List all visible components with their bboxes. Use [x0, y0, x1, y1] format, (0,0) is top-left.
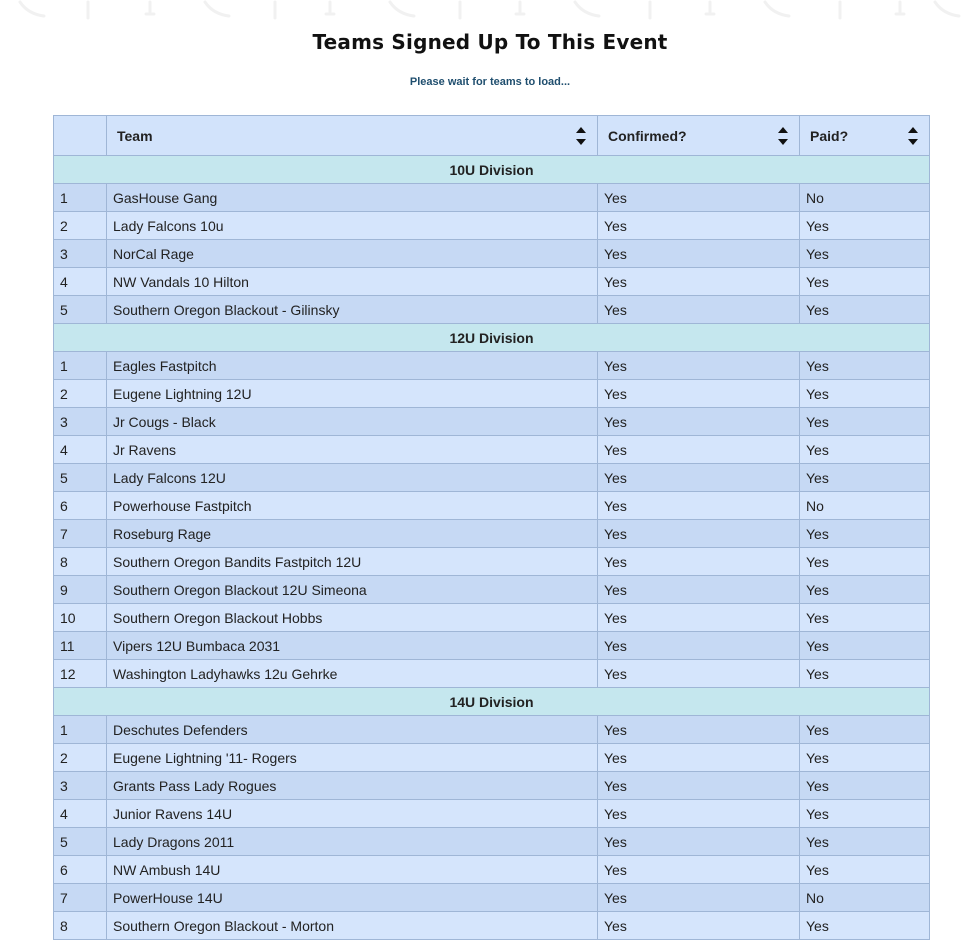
table-row [54, 604, 930, 632]
team-name-cell: Lady Falcons 10u [107, 212, 598, 240]
confirmed-cell: Yes [598, 632, 800, 660]
team-name-cell: Washington Ladyhawks 12u Gehrke [107, 660, 598, 688]
column-header-confirmed[interactable] [598, 116, 800, 156]
table-row [54, 296, 930, 324]
paid-cell: Yes [800, 800, 930, 828]
team-number-cell: 1 [54, 716, 107, 744]
team-name-cell: Eagles Fastpitch [107, 352, 598, 380]
team-number-cell: 3 [54, 408, 107, 436]
confirmed-cell: Yes [598, 520, 800, 548]
team-number-cell: 8 [54, 912, 107, 940]
team-number-cell: 7 [54, 884, 107, 912]
paid-cell: Yes [800, 576, 930, 604]
table-row [54, 520, 930, 548]
team-number-cell: 4 [54, 436, 107, 464]
paid-cell: No [800, 184, 930, 212]
confirmed-cell: Yes [598, 772, 800, 800]
column-header-number [54, 116, 107, 156]
bat-icon [0, 0, 975, 22]
paid-cell: Yes [800, 744, 930, 772]
confirmed-cell: Yes [598, 828, 800, 856]
confirmed-cell: Yes [598, 800, 800, 828]
paid-cell: Yes [800, 240, 930, 268]
table-row [54, 352, 930, 380]
team-name-cell: Southern Oregon Bandits Fastpitch 12U [107, 548, 598, 576]
confirmed-cell: Yes [598, 380, 800, 408]
paid-cell: Yes [800, 296, 930, 324]
team-number-cell: 3 [54, 240, 107, 268]
team-name-cell: PowerHouse 14U [107, 884, 598, 912]
table-row [54, 828, 930, 856]
confirmed-cell: Yes [598, 604, 800, 632]
team-name-cell: Southern Oregon Blackout 12U Simeona [107, 576, 598, 604]
confirmed-cell: Yes [598, 856, 800, 884]
team-name-cell: Grants Pass Lady Rogues [107, 772, 598, 800]
teams-table [53, 115, 930, 940]
division-header: 12U Division [54, 324, 930, 352]
column-header-team[interactable] [107, 116, 598, 156]
confirmed-cell: Yes [598, 744, 800, 772]
paid-cell: Yes [800, 828, 930, 856]
confirmed-cell: Yes [598, 492, 800, 520]
paid-cell: Yes [800, 716, 930, 744]
table-row [54, 800, 930, 828]
paid-cell: Yes [800, 772, 930, 800]
team-name-cell: GasHouse Gang [107, 184, 598, 212]
confirmed-cell: Yes [598, 660, 800, 688]
column-header-label: Team [117, 127, 153, 144]
paid-cell: Yes [800, 268, 930, 296]
team-name-cell: Eugene Lightning '11- Rogers [107, 744, 598, 772]
team-name-cell: Eugene Lightning 12U [107, 380, 598, 408]
column-header-label: Confirmed? [608, 127, 687, 144]
confirmed-cell: Yes [598, 184, 800, 212]
team-name-cell: NW Vandals 10 Hilton [107, 268, 598, 296]
team-number-cell: 1 [54, 184, 107, 212]
team-number-cell: 4 [54, 268, 107, 296]
table-row [54, 464, 930, 492]
table-row [54, 240, 930, 268]
confirmed-cell: Yes [598, 212, 800, 240]
column-header-label: Paid? [810, 127, 849, 144]
team-name-cell: NW Ambush 14U [107, 856, 598, 884]
division-row [54, 156, 930, 184]
paid-cell: Yes [800, 212, 930, 240]
confirmed-cell: Yes [598, 436, 800, 464]
team-number-cell: 6 [54, 856, 107, 884]
team-name-cell: Powerhouse Fastpitch [107, 492, 598, 520]
team-number-cell: 3 [54, 772, 107, 800]
team-name-cell: NorCal Rage [107, 240, 598, 268]
table-row [54, 268, 930, 296]
table-row [54, 716, 930, 744]
team-name-cell: Roseburg Rage [107, 520, 598, 548]
table-header-row [54, 116, 930, 156]
table-row [54, 660, 930, 688]
confirmed-cell: Yes [598, 352, 800, 380]
team-number-cell: 2 [54, 380, 107, 408]
team-number-cell: 5 [54, 464, 107, 492]
paid-cell: Yes [800, 436, 930, 464]
table-row [54, 212, 930, 240]
paid-cell: Yes [800, 856, 930, 884]
paid-cell: No [800, 884, 930, 912]
paid-cell: Yes [800, 632, 930, 660]
sort-icon[interactable] [777, 124, 789, 148]
paid-cell: Yes [800, 352, 930, 380]
team-name-cell: Deschutes Defenders [107, 716, 598, 744]
team-name-cell: Jr Cougs - Black [107, 408, 598, 436]
loading-message: Please wait for teams to load... [409, 76, 571, 88]
teams-table-body [54, 156, 930, 940]
team-name-cell: Lady Falcons 12U [107, 464, 598, 492]
confirmed-cell: Yes [598, 240, 800, 268]
team-number-cell: 6 [54, 492, 107, 520]
table-row [54, 744, 930, 772]
division-row [54, 324, 930, 352]
team-name-cell: Southern Oregon Blackout Hobbs [107, 604, 598, 632]
team-number-cell: 5 [54, 296, 107, 324]
team-number-cell: 10 [54, 604, 107, 632]
confirmed-cell: Yes [598, 884, 800, 912]
team-number-cell: 5 [54, 828, 107, 856]
team-number-cell: 1 [54, 352, 107, 380]
team-name-cell: Junior Ravens 14U [107, 800, 598, 828]
paid-cell: Yes [800, 660, 930, 688]
paid-cell: Yes [800, 604, 930, 632]
team-name-cell: Lady Dragons 2011 [107, 828, 598, 856]
team-number-cell: 2 [54, 212, 107, 240]
confirmed-cell: Yes [598, 268, 800, 296]
confirmed-cell: Yes [598, 576, 800, 604]
team-number-cell: 8 [54, 548, 107, 576]
team-name-cell: Southern Oregon Blackout - Gilinsky [107, 296, 598, 324]
team-name-cell: Southern Oregon Blackout - Morton [107, 912, 598, 940]
team-number-cell: 4 [54, 800, 107, 828]
table-row [54, 436, 930, 464]
paid-cell: No [800, 492, 930, 520]
team-number-cell: 2 [54, 744, 107, 772]
table-row [54, 184, 930, 212]
team-number-cell: 7 [54, 520, 107, 548]
team-number-cell: 11 [54, 632, 107, 660]
paid-cell: Yes [800, 464, 930, 492]
sort-icon[interactable] [907, 124, 919, 148]
paid-cell: Yes [800, 408, 930, 436]
table-row [54, 632, 930, 660]
page-title: Teams Signed Up To This Event [312, 30, 668, 54]
team-name-cell: Jr Ravens [107, 436, 598, 464]
confirmed-cell: Yes [598, 548, 800, 576]
table-row [54, 492, 930, 520]
table-row [54, 408, 930, 436]
division-header: 14U Division [54, 688, 930, 716]
paid-cell: Yes [800, 912, 930, 940]
confirmed-cell: Yes [598, 296, 800, 324]
paid-cell: Yes [800, 520, 930, 548]
table-row [54, 884, 930, 912]
team-number-cell: 9 [54, 576, 107, 604]
division-header: 10U Division [54, 156, 930, 184]
division-row [54, 688, 930, 716]
confirmed-cell: Yes [598, 464, 800, 492]
table-row [54, 576, 930, 604]
confirmed-cell: Yes [598, 912, 800, 940]
table-row [54, 856, 930, 884]
table-row [54, 380, 930, 408]
table-row [54, 548, 930, 576]
sort-icon[interactable] [575, 124, 587, 148]
decorative-banner [0, 0, 975, 22]
confirmed-cell: Yes [598, 408, 800, 436]
team-name-cell: Vipers 12U Bumbaca 2031 [107, 632, 598, 660]
table-row [54, 772, 930, 800]
paid-cell: Yes [800, 548, 930, 576]
team-number-cell: 12 [54, 660, 107, 688]
column-header-paid[interactable] [800, 116, 930, 156]
confirmed-cell: Yes [598, 716, 800, 744]
paid-cell: Yes [800, 380, 930, 408]
